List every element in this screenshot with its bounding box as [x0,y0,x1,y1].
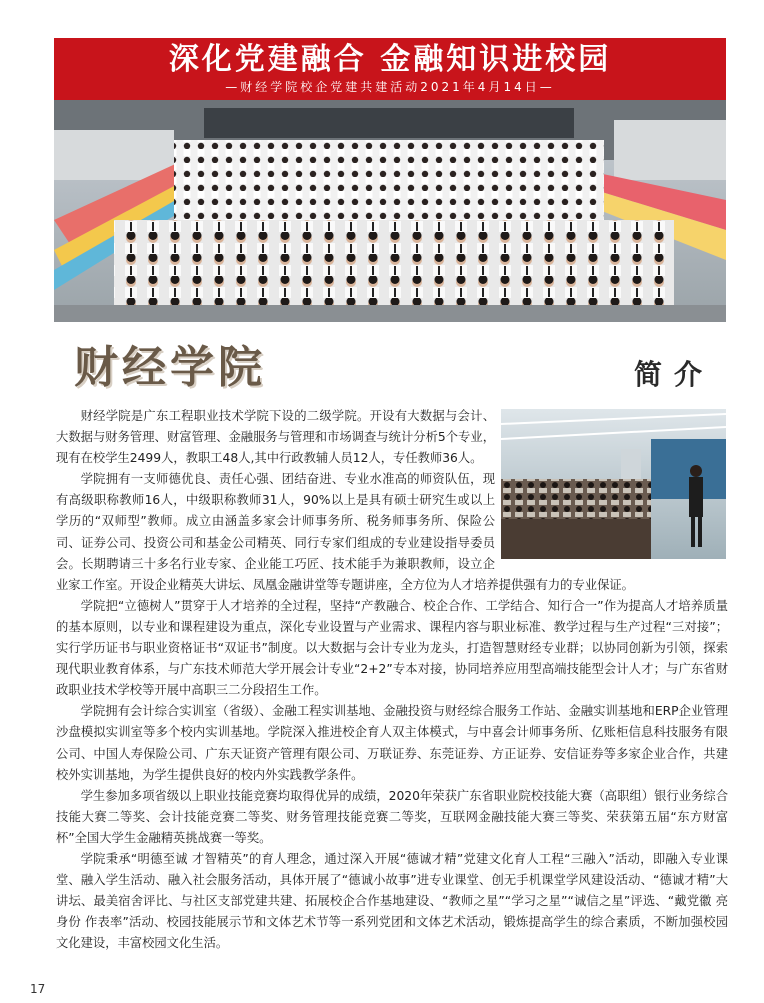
banner-subtitle: —财经学院校企党建共建活动2021年4月14日— [225,80,555,94]
paragraph-philosophy: 学院把“立德树人”贯穿于人才培养的全过程，坚持“产教融合、校企合作、工学结合、知行合一”作为提高人才培养质量的基本原则，以专业和课程建设为重点，深化专业设置与产业需求、课程内容与职业标准、教学过程与生产过程“三对接”；实行学历证书与职业资格证书“双证书”制度。以大数据与会计专业为龙头，打造智慧财经专业群；以协同创新为引领，探索现代职业教育体系，与广东技术师范大学开展会计专业“2+2”专本对接，协同培养应用型高端技能型会计人才；与广东省财政职业技术学校等开展中高职三二分段招生工作。 [56,598,728,698]
banner-header [54,38,726,100]
section-title: 财经学院 [74,342,266,393]
banner [54,38,726,322]
body-text [56,406,728,954]
paragraph-training: 学院拥有会计综合实训室（省级）、金融工程实训基地、金融投资与财经综合服务工作站、金融实训基地和ERP企业管理沙盘模拟实训室等多个校内实训基地。学院深入推进校企育人双主体模式，与中喜会计师事务所、亿账柜信息科技服务有限公司、中国人寿保险公司、广东天证资产管理有限公司、万联证券、东莞证券、方正证券、安信证券等多家企业合作，共建校外实训基地，为学生提供良好的校内外实践教学条件。 [56,704,728,782]
paragraph-awards: 学生参加多项省级以上职业技能竞赛均取得优异的成绩，2020年荣获广东省职业院校技能大赛（高职组）银行业务综合技能大赛二等奖、会计技能竞赛二等奖、财务管理技能竞赛二等奖，互联网金融技能大赛三等奖、荣获第五届“东方财富杯”全国大学生金融精英挑战赛一等奖。 [56,788,728,845]
photo-float-spacer [495,406,728,564]
section-subtitle: 简介 [634,358,715,391]
group-photo [54,100,726,322]
paragraph-intro: 财经学院是广东工程职业技术学院下设的二级学院。开设有大数据与会计、大数据与财务管理、财富管理、金融服务与管理和市场调查与统计分析5个专业，现有在校学生2499人，教职工48人,其中行政教辅人员12人，专任教师36人。 [56,409,495,466]
banner-title: 深化党建融合 金融知识进校园 [168,42,612,77]
paragraph-faculty: 学院拥有一支师德优良、责任心强、团结奋进、专业水准高的师资队伍，现有高级职称教师16人，中级职称教师31人，90%以上是具有硕士研究生或以上学历的“双师型”教师。成立由涵盖多家会计师事务所、税务师事务所、保险公司、证券公司、投资公司和基金公司精英、同行专家们组成的专业建设指导委员会。长期聘请三十多名行业专家、企业能工巧匠、技术能手为兼职教师，设立企业家工作室。开设企业精英大讲坛、凤凰金融讲堂等专题讲座，全方位为人才培养提供强有力的专业保证。 [56,472,634,592]
page-number: 17 [30,982,46,996]
paragraph-culture: 学院秉承“明德至诚 才智精英”的育人理念，通过深入开展“德诚才精”党建文化育人工程“三融入”活动，即融入专业课堂、融入学生活动、融入社会服务活动，具体开展了“德诚小故事”进专业课堂、创无手机课堂学风建设活动、“德诚才精”大讲坛、最美宿舍评比、与社区支部党建共建、拓展校企合作基地建设、“教师之星”“学习之星”“诚信之星”评选、“戴党徽 亮身份 作表率”活动、校园技能展示节和文体艺术节等一系列党团和文体艺术活动，锻炼提高学生的综合素质，不断加强校园文化建设，丰富校园文化生活。 [56,851,728,951]
